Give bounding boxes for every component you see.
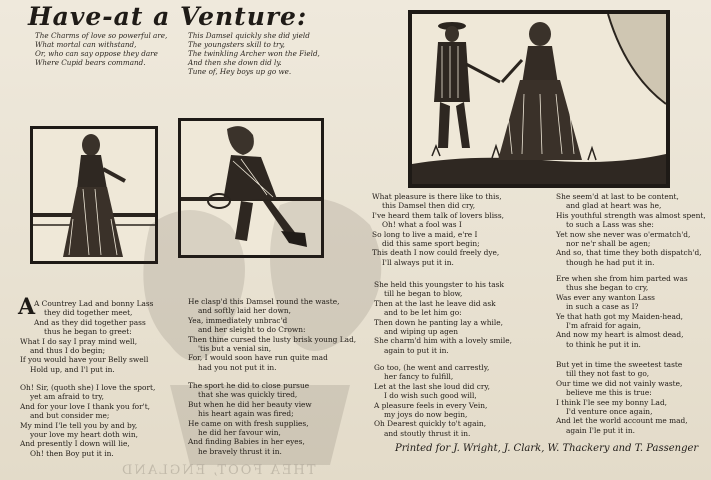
stanza — [20, 299, 154, 374]
verse-line: The sport he did to close pursue — [188, 381, 310, 390]
show-through-text: THEA FOOT, ENGLAND — [120, 463, 316, 478]
verse-line: Hold up, and I'l put in. — [30, 364, 115, 374]
verse-line: And finding Babies in her eyes, — [188, 437, 305, 447]
verse-line: If you would have your Belly swell — [20, 355, 149, 365]
intro-line: The twinkling Archer won the Field, — [188, 49, 320, 58]
verse-line: Then thine cursed the lusty brisk young Lad, — [188, 334, 357, 344]
stanza — [372, 192, 504, 267]
stanza — [374, 363, 490, 438]
verse-line: And for your love I thank you for't, — [20, 401, 151, 411]
tune-line: Tune of, Hey boys up go we. — [188, 67, 292, 76]
verse-line: Was ever any wanton Lass — [556, 292, 655, 302]
stanza — [374, 280, 512, 355]
stanza — [188, 381, 312, 456]
verse-line: Let at the last she loud did cry, — [374, 381, 490, 391]
verse-line: to think he put it in. — [566, 339, 641, 349]
verse-line: So long to live a maid, e're I — [372, 229, 478, 239]
verse-line: did this same sport begin; — [382, 238, 480, 248]
intro-line: The youngsters skill to try, — [188, 40, 285, 49]
verse-line: I'd venture once again, — [566, 406, 653, 416]
verse-line: I do wish such good will, — [384, 391, 477, 401]
verse-line: Oh! Sir, (quoth she) I love the sport, — [20, 383, 156, 392]
verse-line: and her sleight to do Crown: — [198, 325, 306, 335]
stanza — [556, 360, 688, 435]
verse-line: Our time we did not vainly waste, — [556, 378, 683, 388]
verse-line: he bravely thrust it in. — [198, 446, 282, 456]
verse-line: thus he began to greet: — [44, 327, 132, 337]
verse-line: But yet in time the sweetest taste — [556, 360, 683, 369]
intro-line: And then she down did ly. — [188, 58, 282, 67]
verse-line: thus she began to cry, — [566, 283, 649, 293]
verse-line: He clasp'd this Damsel round the waste, — [188, 297, 340, 306]
verse-line: But when he did her beauty view — [188, 399, 312, 409]
verse-line: I think I'le see my bonny Lad, — [556, 397, 668, 407]
verse-line: And presently I down will lie, — [20, 439, 130, 449]
verse-line: Ere when she from him parted was — [556, 274, 688, 283]
verse-line: And so, that time they both dispatch'd, — [556, 248, 702, 258]
verse-line: Ye that hath got my Maiden-head, — [556, 311, 684, 321]
verse-line: Oh! then Boy put it in. — [30, 448, 114, 458]
verse-line: my joys do now begin, — [384, 409, 468, 419]
verse-line: And let the world account me mad, — [556, 416, 688, 426]
verse-line: and to be let him go: — [384, 308, 462, 318]
verse-line: I'll always put it in. — [382, 257, 454, 267]
intro-line: Or, who can say oppose they dare — [35, 49, 158, 58]
verse-line: This death I now could freely dye, — [372, 248, 500, 258]
verse-line: Yet now she never was o'ermatch'd, — [556, 229, 691, 239]
ballad-title: Have-at a Venture: — [28, 2, 308, 31]
stanza — [556, 274, 688, 349]
verse-line: And as they did together pass — [34, 317, 146, 327]
verse-line: He came on with fresh supplies, — [188, 418, 309, 428]
verse-line: to such a Lass was she: — [566, 220, 654, 230]
verse-line: What I do say I pray mind well, — [20, 336, 138, 346]
intro-line: What mortal can withstand, — [35, 40, 137, 49]
verse-line: and softly laid her down, — [198, 306, 291, 316]
verse-line: that she was quickly tired, — [198, 390, 298, 400]
verse-line: A pleasure feels in every Vein, — [374, 400, 488, 410]
intro-line: This Damsel quickly she did yield — [188, 31, 310, 40]
verse-line: in such a case as I? — [566, 302, 639, 312]
stanza — [188, 297, 356, 372]
verse-line: For, I would soon have run quite mad — [188, 353, 328, 363]
intro-verse-right — [188, 31, 320, 76]
verse-line: and stoutly thrust it in. — [384, 428, 471, 438]
verse-line: Yea, immediately unbrac'd — [188, 315, 288, 325]
verse-line: and thus I do begin; — [30, 345, 106, 355]
verse-line: nor ne'r shall be agen; — [566, 238, 651, 248]
verse-line: 'tis but a venial sin, — [198, 343, 272, 353]
verse-line: though he had put it in. — [566, 257, 655, 267]
verse-line: and wiping up agen — [384, 326, 458, 336]
verse-line: believe me this is true: — [566, 388, 652, 398]
drop-cap: A — [18, 294, 36, 320]
verse-line: My mind I'le tell you by and by, — [20, 420, 138, 430]
verse-line: again to put it in. — [384, 345, 449, 355]
verse-line: A Countrey Lad and bonny Lass — [34, 299, 154, 308]
verse-line: had you not put it in. — [198, 362, 277, 372]
stanza — [20, 383, 155, 458]
verse-line: Then down he panting lay a while, — [374, 317, 503, 327]
verse-line: again I'le put it in. — [566, 425, 636, 435]
verse-line: Oh! what a fool was I — [382, 220, 462, 230]
verse-line: And now my heart is almost dead, — [556, 330, 684, 340]
verse-line: What pleasure is there like to this, — [372, 192, 502, 201]
woodcut-couple — [408, 10, 670, 188]
verse-line: your love my heart doth win, — [30, 429, 138, 439]
verse-line: Then at the last he leave did ask — [374, 298, 496, 308]
verse-line: I've heard them talk of lovers bliss, — [372, 210, 504, 220]
printer-imprint: Printed for J. Wright, J. Clark, W. Thackery and T. Passenger — [395, 443, 699, 454]
verse-line: She seem'd at last to be content, — [556, 192, 679, 201]
intro-line: Where Cupid bears command. — [35, 58, 146, 67]
verse-line: and glad at heart was he, — [566, 201, 662, 211]
verse-line: till he began to blow, — [384, 289, 463, 299]
verse-line: till they not fast to go, — [566, 369, 650, 379]
verse-line: her fancy to fulfill, — [384, 372, 454, 382]
verse-line: His youthful strength was almost spent, — [556, 210, 706, 220]
verse-line: She charm'd him with a lovely smile, — [374, 336, 513, 346]
verse-line: he did her favour win, — [198, 427, 281, 437]
stanza — [556, 192, 706, 267]
verse-line: yet am afraid to try, — [30, 392, 104, 402]
verse-line: I'm afraid for again, — [566, 320, 641, 330]
verse-line: Oh Dearest quickly to't again, — [374, 419, 487, 429]
verse-line: and but consider me; — [30, 411, 110, 421]
intro-verse-left — [35, 31, 167, 67]
verse-line: She held this youngster to his task — [374, 280, 504, 289]
verse-line: his heart again was fired; — [198, 409, 294, 419]
verse-line: this Damsel then did cry, — [382, 201, 476, 211]
verse-line: Go too, (he went and carrestly, — [374, 363, 490, 372]
verse-line: they did together meet, — [44, 308, 133, 318]
intro-line: The Charms of love so powerful are, — [35, 31, 168, 40]
